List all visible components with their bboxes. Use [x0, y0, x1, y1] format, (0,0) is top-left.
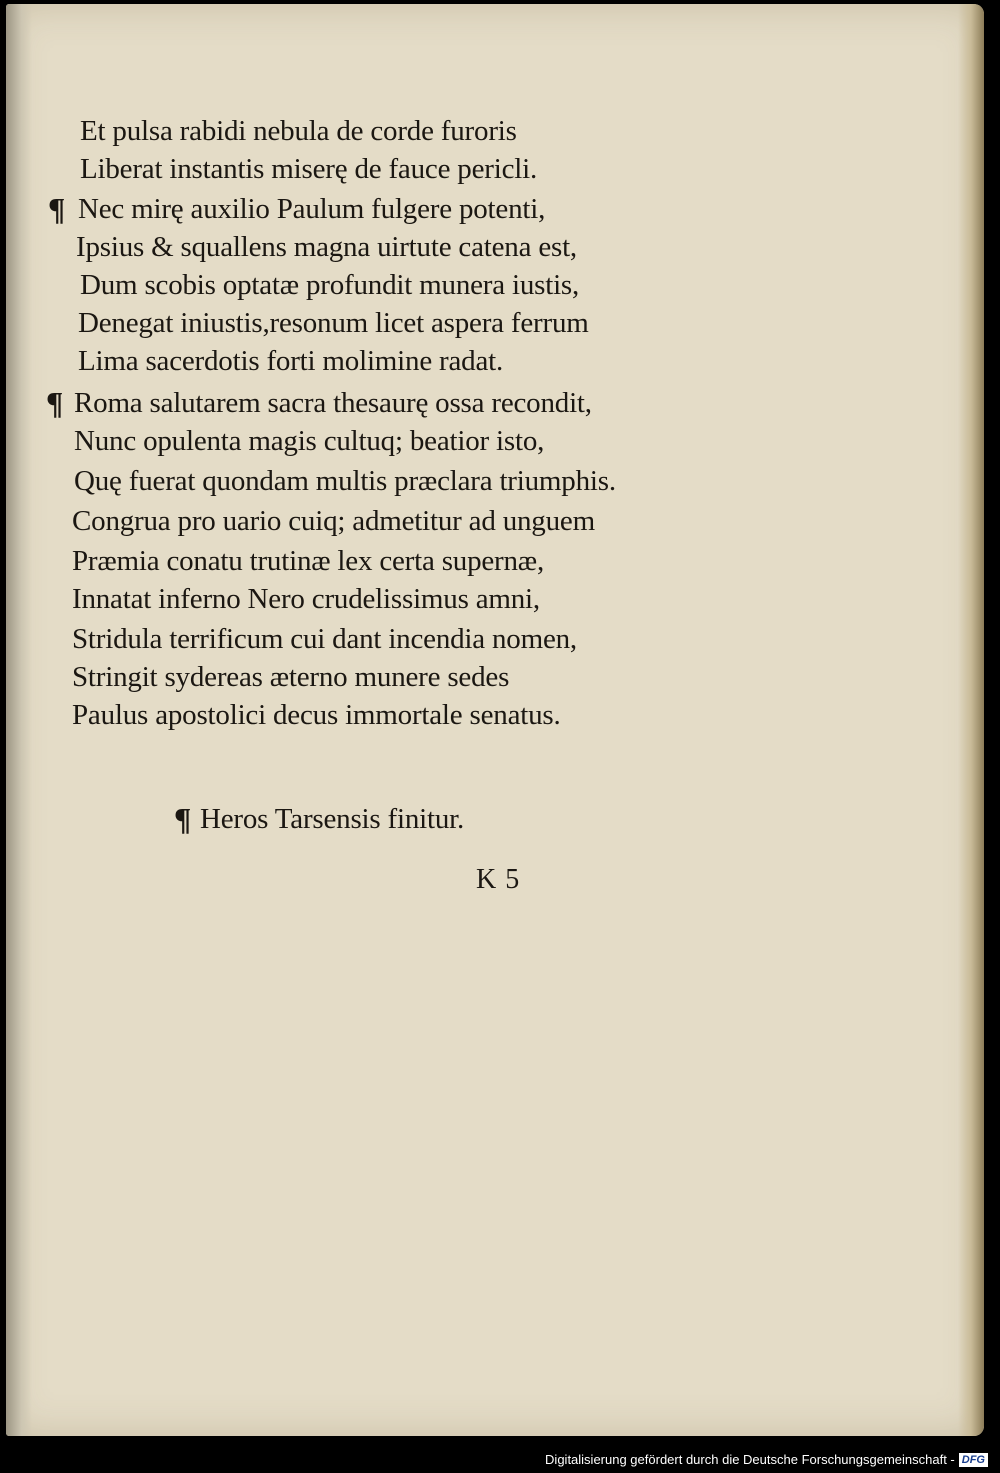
poem-line: Innatat inferno Nero crudelissimus amni,	[72, 583, 540, 615]
poem-line: Congrua pro uario cuiq; admetitur ad unguem	[72, 505, 595, 537]
footer	[545, 1452, 988, 1467]
poem-line: Denegat iniustis,resonum licet aspera ferrum	[78, 307, 589, 339]
closing-line: Heros Tarsensis finitur.	[200, 803, 465, 835]
pilcrow-icon: ¶	[174, 801, 192, 837]
pilcrow-icon: ¶	[48, 191, 66, 227]
poem-line: Ipsius & squallens magna uirtute catena est,	[76, 231, 577, 263]
poem-line: Lima sacerdotis forti molimine radat.	[78, 345, 504, 377]
poem-line: Quę fuerat quondam multis præclara triumphis.	[74, 465, 616, 497]
poem-line: Et pulsa rabidi nebula de corde furoris	[80, 115, 517, 147]
pilcrow-icon: ¶	[46, 385, 64, 421]
footer-text: Digitalisierung gefördert durch die Deutsche Forschungsgemeinschaft -	[545, 1452, 955, 1467]
poem-text-block	[6, 4, 984, 1436]
poem-line: Nec mirę auxilio Paulum fulgere potenti,	[78, 193, 546, 225]
poem-line: Præmia conatu trutinæ lex certa supernæ,	[72, 545, 545, 577]
dfg-logo-icon: DFG	[959, 1453, 988, 1467]
poem-line: Nunc opulenta magis cultuq; beatior isto,	[74, 425, 545, 457]
signature-mark: K 5	[476, 864, 521, 895]
poem-line: Paulus apostolici decus immortale senatus.	[72, 699, 561, 731]
poem-line: Roma salutarem sacra thesaurę ossa recondit,	[74, 387, 592, 419]
poem-line: Dum scobis optatæ profundit munera iustis,	[80, 269, 580, 301]
poem-line: Liberat instantis miserę de fauce pericli.	[80, 153, 538, 185]
book-page	[6, 4, 984, 1436]
poem-line: Stridula terrificum cui dant incendia nomen,	[72, 623, 577, 655]
poem-line: Stringit sydereas æterno munere sedes	[72, 661, 510, 693]
